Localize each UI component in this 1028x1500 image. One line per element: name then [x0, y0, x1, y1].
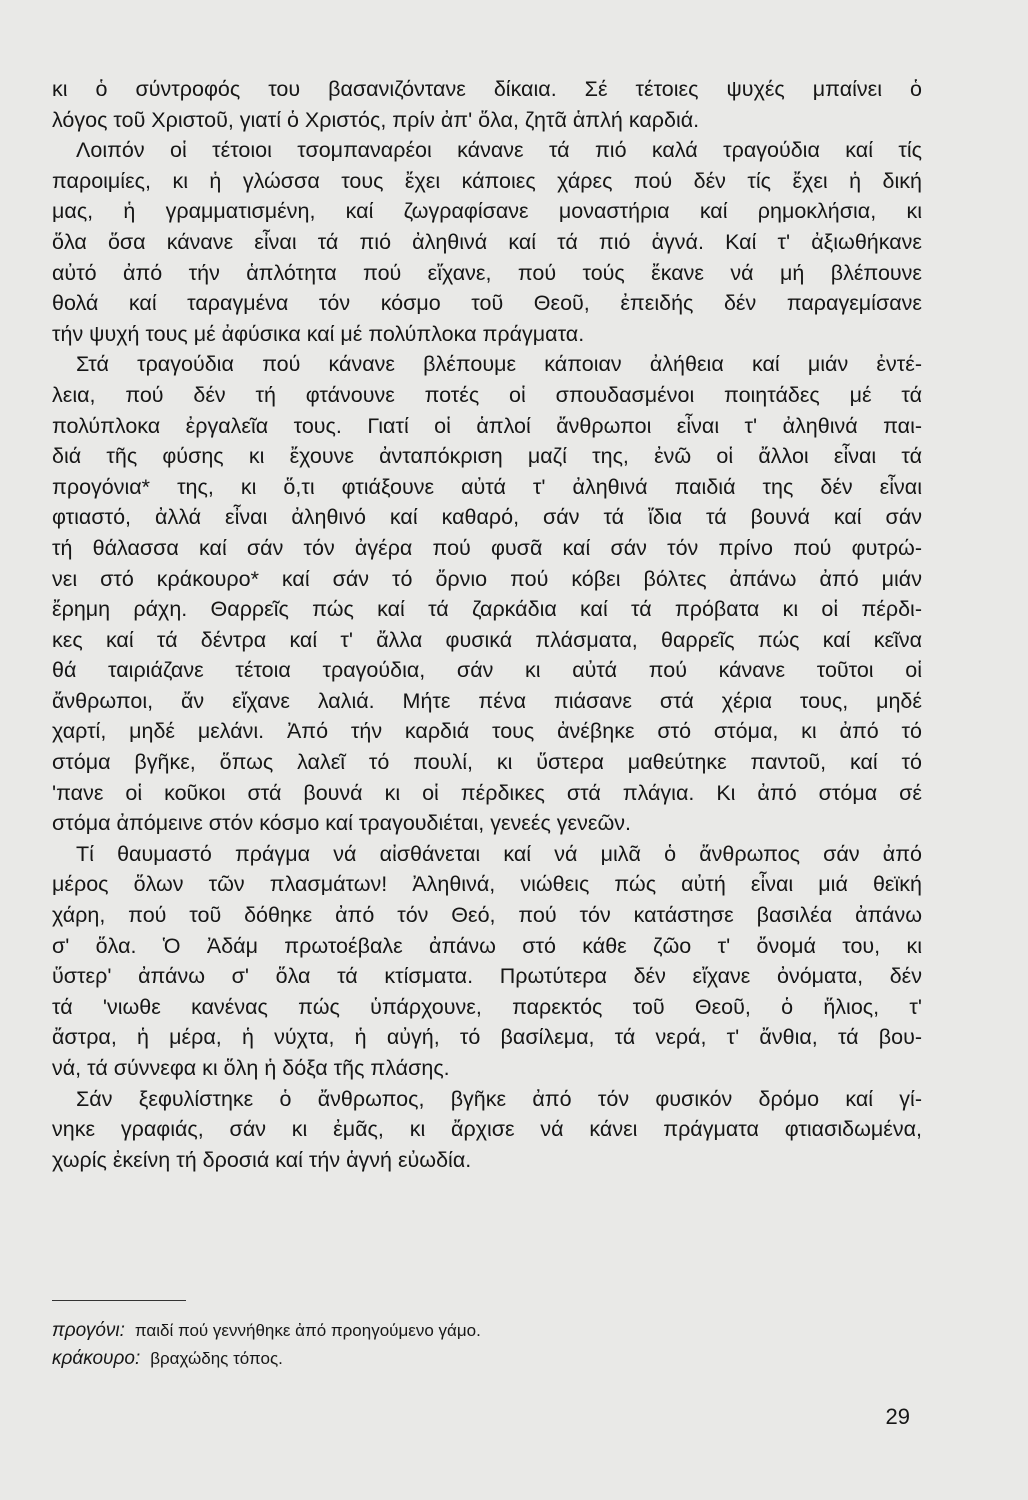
text-line: τή θάλασσα καί σάν τόν ἀγέρα πού φυσᾶ καί σάν τόν πρίνο πού φυτρώ- — [52, 535, 922, 560]
text-line: ἄστρα, ἡ μέρα, ἡ νύχτα, ἡ αὐγή, τό βασίλεμα, τά νερά, τ' ἄνθια, τά βου- — [52, 1025, 922, 1050]
text-line: χωρίς ἐκείνη τή δροσιά καί τήν ἁγνή εὐωδία. — [52, 1147, 472, 1172]
footnote — [52, 1345, 481, 1373]
text-line: Στά τραγούδια πού κάνανε βλέπουμε κάποιαν ἀλήθεια καί μιάν ἐντέ- — [76, 352, 922, 377]
text-line: ὕστερ' ἀπάνω σ' ὅλα τά κτίσματα. Πρωτύτερα δέν εἴχανε ὀνόματα, δέν — [52, 964, 922, 989]
footnote-term: κράκουρο: — [52, 1348, 141, 1369]
text-line: θά ταιριάζανε τέτοια τραγούδια, σάν κι αὐτά πού κάνανε τοῦτοι οἱ — [52, 658, 922, 683]
text-line: 'πανε οἱ κοῦκοι στά βουνά κι οἱ πέρδικες στά πλάγια. Κι ἀπό στόμα σέ — [52, 780, 922, 805]
text-line: κι ὁ σύντροφός του βασανιζόντανε δίκαια. Σέ τέτοιες ψυχές μπαίνει ὁ — [52, 77, 922, 101]
text-line: προγόνια* της, κι ὅ,τι φτιάξουνε αὐτά τ' ἀληθινά παιδιά της δέν εἶναι — [52, 474, 922, 499]
text-line: χαρτί, μηδέ μελάνι. Ἀπό τήν καρδιά τους ἀνέβηκε στό στόμα, κι ἀπό τό — [52, 719, 922, 744]
footnote-definition: βραχώδης τόπος. — [150, 1349, 283, 1368]
footnotes — [52, 1317, 481, 1373]
body-text — [52, 74, 922, 1175]
text-line: τήν ψυχή τους μέ ἀφύσικα καί μέ πολύπλοκα πράγματα. — [52, 321, 585, 346]
footnote-definition: παιδί πού γεννήθηκε ἀπό προηγούμενο γάμο. — [134, 1321, 481, 1340]
text-line: Τί θαυμαστό πράγμα νά αἰσθάνεται καί νά μιλᾶ ὁ ἄνθρωπος σάν ἀπό — [76, 841, 922, 866]
text-line: λόγος τοῦ Χριστοῦ, γιατί ὁ Χριστός, πρίν ἀπ' ὅλα, ζητᾶ ἁπλή καρδιά. — [52, 107, 700, 132]
text-line: θολά καί ταραγμένα τόν κόσμο τοῦ Θεοῦ, ἐπειδής δέν παραγεμίσανε — [52, 291, 922, 316]
text-line: Λοιπόν οἱ τέτοιοι τσομπαναρέοι κάνανε τά πιό καλά τραγούδια καί τίς — [76, 138, 922, 163]
text-line: ὅλα ὅσα κάνανε εἶναι τά πιό ἀληθινά καί τά πιό ἁγνά. Καί τ' ἀξιωθήκανε — [52, 229, 922, 254]
footnote — [52, 1317, 481, 1345]
text-line: νηκε γραφιάς, σάν κι ἐμᾶς, κι ἄρχισε νά κάνει πράγματα φτιασιδωμένα, — [52, 1117, 922, 1142]
text-line: τά 'νιωθε κανένας πώς ὑπάρχουνε, παρεκτός τοῦ Θεοῦ, ὁ ἥλιος, τ' — [52, 994, 922, 1019]
page-number: 29 — [885, 1404, 910, 1429]
text-line: διά τῆς φύσης κι ἔχουνε ἀνταπόκριση μαζί της, ἐνῶ οἱ ἄλλοι εἶναι τά — [52, 444, 922, 469]
text-line: μας, ἡ γραμματισμένη, καί ζωγραφίσανε μοναστήρια καί ρημοκλήσια, κι — [52, 199, 922, 224]
text-line: αὐτό ἀπό τήν ἁπλότητα πού εἴχανε, πού τούς ἔκανε νά μή βλέπουνε — [52, 260, 922, 285]
text-line: πολύπλοκα ἐργαλεῖα τους. Γιατί οἱ ἁπλοί ἄνθρωποι εἶναι τ' ἀληθινά παι- — [52, 413, 922, 438]
text-line: ἄνθρωποι, ἄν εἴχανε λαλιά. Μήτε πένα πιάσανε στά χέρια τους, μηδέ — [52, 688, 922, 713]
footnote-term: προγόνι: — [52, 1320, 125, 1341]
text-line: χάρη, πού τοῦ δόθηκε ἀπό τόν Θεό, πού τόν κατάστησε βασιλέα ἀπάνω — [52, 903, 922, 928]
text-line: στόμα ἀπόμεινε στόν κόσμο καί τραγουδιέται, γενεές γενεῶν. — [52, 811, 631, 836]
text-line: μέρος ὅλων τῶν πλασμάτων! Ἀληθινά, νιώθεις πώς αὐτή εἶναι μιά θεϊκή — [52, 872, 922, 897]
text-line: ἔρημη ράχη. Θαρρεῖς πώς καί τά ζαρκάδια καί τά πρόβατα κι οἱ πέρδι- — [52, 597, 922, 622]
text-line: φτιαστό, ἀλλά εἶναι ἀληθινό καί καθαρό, σάν τά ἴδια τά βουνά καί σάν — [52, 505, 922, 530]
text-line: νει στό κράκουρο* καί σάν τό ὄρνιο πού κόβει βόλτες ἀπάνω ἀπό μιάν — [52, 566, 922, 591]
text-line: σ' ὅλα. Ὁ Ἀδάμ πρωτοέβαλε ἀπάνω στό κάθε ζῶο τ' ὄνομά του, κι — [52, 933, 922, 958]
footnote-separator — [52, 1300, 186, 1301]
text-line: λεια, πού δέν τή φτάνουνε ποτές οἱ σπουδασμένοι ποιητάδες μέ τά — [52, 382, 922, 407]
text-line: νά, τά σύννεφα κι ὅλη ἡ δόξα τῆς πλάσης. — [52, 1056, 450, 1080]
text-line: στόμα βγῆκε, ὅπως λαλεῖ τό πουλί, κι ὕστερα μαθεύτηκε παντοῦ, καί τό — [52, 750, 922, 775]
text-line: κες καί τά δέντρα καί τ' ἄλλα φυσικά πλάσματα, θαρρεῖς πώς καί κεῖνα — [52, 627, 922, 652]
text-line: παροιμίες, κι ἡ γλώσσα τους ἔχει κάποιες χάρες πού δέν τίς ἔχει ἡ δική — [52, 168, 922, 193]
text-line: Σάν ξεφυλίστηκε ὁ ἄνθρωπος, βγῆκε ἀπό τόν φυσικόν δρόμο καί γί- — [76, 1086, 922, 1111]
